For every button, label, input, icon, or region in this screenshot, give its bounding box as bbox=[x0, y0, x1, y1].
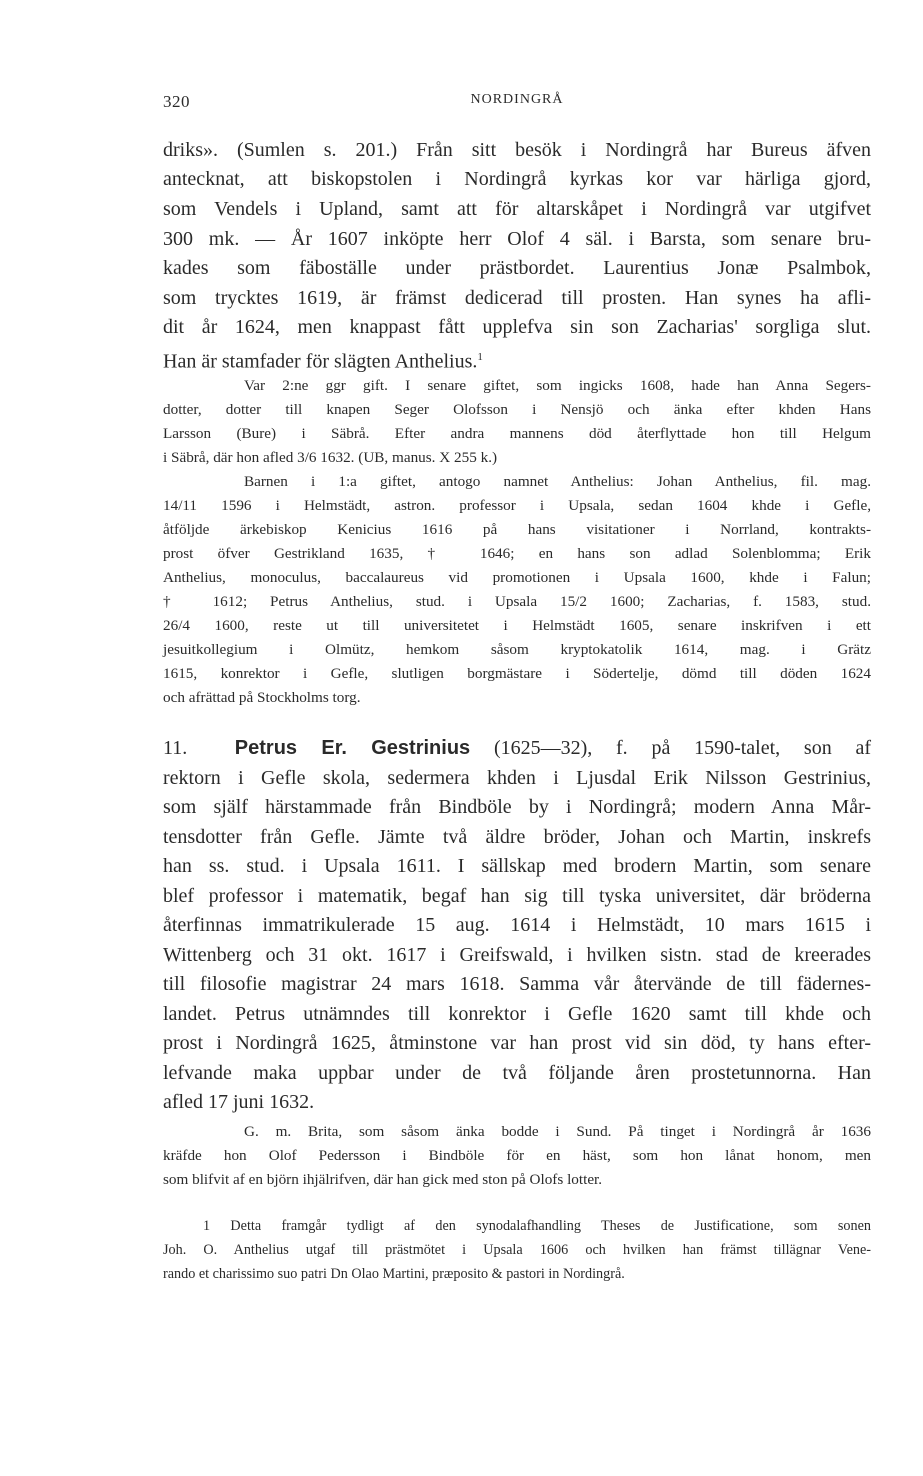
body-line: som trycktes 1619, är främst dedicerad till prosten. Han synes ha afli- bbox=[163, 287, 871, 309]
entry-line-text: (1625—32), f. på 1590-talet, son af bbox=[493, 737, 872, 759]
note-line: Barnen i 1:a giftet, antogo namnet Anthelius: Johan Anthelius, fil. mag. bbox=[244, 473, 871, 490]
body-line: till filosofie magistrar 24 mars 1618. Samma vår återvände de till fädernes- bbox=[163, 973, 871, 995]
body-line: afled 17 juni 1632. bbox=[163, 1091, 315, 1113]
body-line: som själf härstammade från Bindböle by i Nordingrå; modern Anna Mår- bbox=[163, 796, 871, 818]
body-line: driks». (Sumlen s. 201.) Från sitt besök i Nordingrå har Bureus äfven bbox=[163, 139, 871, 161]
note-line: som blifvit af en björn ihjälrifven, där han gick med ston på Olofs lotter. bbox=[163, 1171, 603, 1188]
note-line: dotter, dotter till knapen Seger Olofsson i Nensjö och änka efter khden Hans bbox=[163, 401, 871, 418]
body-line: tensdotter från Gefle. Jämte två äldre bröder, Johan och Martin, inskrefs bbox=[163, 826, 871, 848]
body-line: han ss. stud. i Upsala 1611. I sällskap med brodern Martin, som senare bbox=[163, 855, 871, 877]
body-line bbox=[163, 342, 871, 372]
body-line: prost i Nordingrå 1625, åtminstone var han prost vid sin död, ty hans efter- bbox=[163, 1032, 871, 1054]
body-line: 300 mk. — År 1607 inköpte herr Olof 4 säl. i Barsta, som senare bru- bbox=[163, 228, 871, 250]
page-number: 320 bbox=[163, 92, 190, 111]
body-line: antecknat, att biskopstolen i Nordingrå kyrkas kor var härliga gjord, bbox=[163, 168, 871, 190]
entry-heading-line bbox=[163, 733, 871, 763]
body-line: Wittenberg och 31 okt. 1617 i Greifswald, i hvilken sistn. stad de kreerades bbox=[163, 944, 871, 966]
footnote-line: 1 Detta framgår tydligt af den synodalafhandling Theses de Justificatione, som sonen bbox=[203, 1218, 871, 1234]
note-line: kräfde hon Olof Pedersson i Bindböle för en häst, som hon lånat honom, men bbox=[163, 1147, 871, 1164]
note-line: prost öfver Gestrikland 1635, † 1646; en hans son adlad Solenblomma; Erik bbox=[163, 545, 871, 562]
body-line: landet. Petrus utnämndes till konrektor i Gefle 1620 samt till khde och bbox=[163, 1003, 871, 1025]
body-line: återfinnas immatrikulerade 15 aug. 1614 i Helmstädt, 10 mars 1615 i bbox=[163, 914, 871, 936]
note-line: åtföljde ärkebiskop Kenicius 1616 på hans visitationer i Norrland, kontrakts- bbox=[163, 521, 871, 538]
note-line: i Säbrå, där hon afled 3/6 1632. (UB, manus. X 255 k.) bbox=[163, 449, 498, 466]
footnote-line: rando et charissimo suo patri Dn Olao Martini, præposito & pastori in Nordingrå. bbox=[163, 1266, 625, 1282]
note-line: jesuitkollegium i Olmütz, hemkom såsom kryptokatolik 1614, mag. i Grätz bbox=[163, 641, 871, 658]
body-line: rektorn i Gefle skola, sedermera khden i Ljusdal Erik Nilsson Gestrinius, bbox=[163, 767, 871, 789]
note-line: Var 2:ne ggr gift. I senare giftet, som ingicks 1608, hade han Anna Segers- bbox=[244, 377, 871, 394]
note-line: 1615, konrektor i Gefle, slutligen borgmästare i Södertelje, dömd till döden 1624 bbox=[163, 665, 871, 682]
running-title: NORDINGRÅ bbox=[470, 92, 564, 107]
body-line: som Vendels i Upland, samt att för altarskåpet i Nordingrå var utgifvet bbox=[163, 198, 871, 220]
page-header bbox=[163, 92, 871, 116]
note-line: 14/11 1596 i Helmstädt, astron. professor i Upsala, sedan 1604 khde i Gefle, bbox=[163, 497, 871, 514]
footnote-line: Joh. O. Anthelius utgaf till prästmötet i Upsala 1606 och hvilken han främst tillägnar Vene- bbox=[163, 1242, 871, 1258]
note-line: † 1612; Petrus Anthelius, stud. i Upsala 15/2 1600; Zacharias, f. 1583, stud. bbox=[163, 593, 871, 610]
note-line: Larsson (Bure) i Säbrå. Efter andra mannens död återflyttade hon till Helgum bbox=[163, 425, 871, 442]
entry-number: 11. bbox=[163, 737, 188, 759]
body-line: lefvande maka uppbar under de två följande åren prostetunnorna. Han bbox=[163, 1062, 871, 1084]
note-line: 26/4 1600, reste ut till universitetet i Helmstädt 1605, senare inskrifven i ett bbox=[163, 617, 871, 634]
body-line: blef professor i matematik, begaf han sig till tyska universitet, där bröderna bbox=[163, 885, 871, 907]
body-line: dit år 1624, men knappast fått upplefva sin son Zacharias' sorgliga slut. bbox=[163, 316, 871, 338]
footnote-marker: 1 bbox=[477, 351, 483, 363]
body-line-text: Han är stamfader för slägten Anthelius. bbox=[163, 350, 478, 373]
entry-name: Petrus Er. Gestrinius bbox=[234, 737, 471, 759]
note-line: G. m. Brita, som såsom änka bodde i Sund. På tinget i Nordingrå år 1636 bbox=[244, 1123, 871, 1140]
note-line: Anthelius, monoculus, baccalaureus vid promotionen i Upsala 1600, khde i Falun; bbox=[163, 569, 871, 586]
note-line: och afrättad på Stockholms torg. bbox=[163, 689, 361, 706]
body-line: kades som fäboställe under prästbordet. Laurentius Jonæ Psalmbok, bbox=[163, 257, 871, 279]
